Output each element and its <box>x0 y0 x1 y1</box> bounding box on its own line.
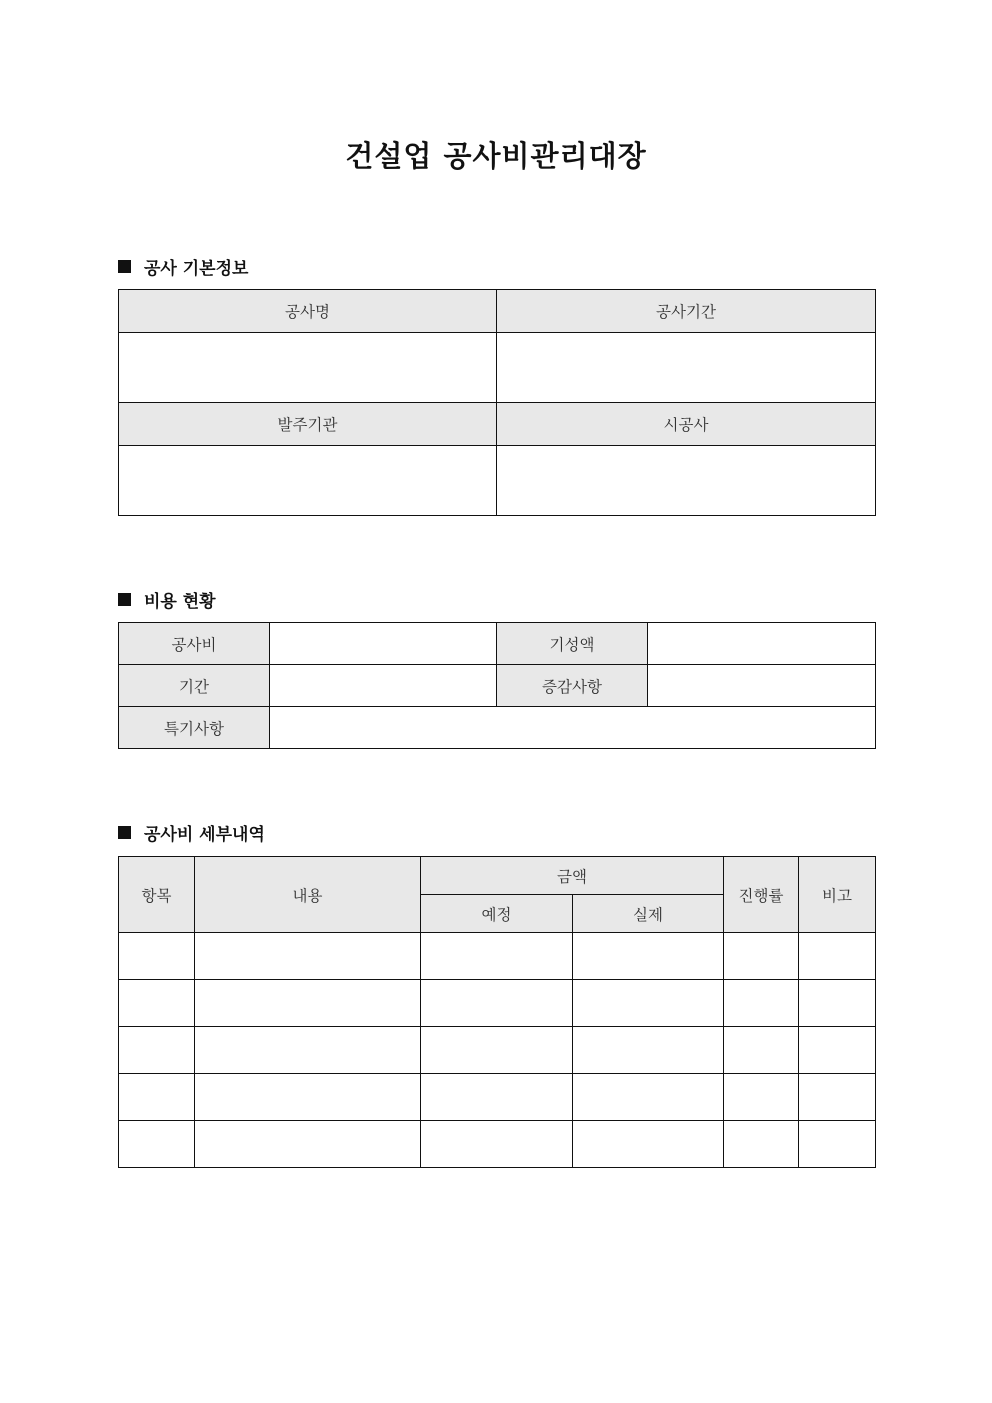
progress-rate-cell[interactable] <box>724 1027 799 1074</box>
progress-rate-cell[interactable] <box>724 980 799 1027</box>
client-label: 발주기관 <box>119 403 497 446</box>
planned-cell[interactable] <box>421 1027 573 1074</box>
period-label: 기간 <box>119 665 270 707</box>
column-header-progress-rate: 진행률 <box>724 857 799 933</box>
actual-cell[interactable] <box>573 933 724 980</box>
note-cell[interactable] <box>799 1027 876 1074</box>
content-cell[interactable] <box>195 1027 421 1074</box>
planned-cell[interactable] <box>421 933 573 980</box>
contractor-field[interactable] <box>497 446 876 516</box>
progress-rate-cell[interactable] <box>724 1074 799 1121</box>
column-header-content: 내용 <box>195 857 421 933</box>
content-cell[interactable] <box>195 1121 421 1168</box>
note-cell[interactable] <box>799 1121 876 1168</box>
section-heading-basic-info <box>118 254 248 279</box>
square-bullet-icon <box>118 826 131 839</box>
column-header-amount: 금액 <box>421 857 724 895</box>
actual-cell[interactable] <box>573 980 724 1027</box>
square-bullet-icon <box>118 593 131 606</box>
remarks-field[interactable] <box>270 707 876 749</box>
changes-field[interactable] <box>648 665 876 707</box>
column-header-item: 항목 <box>119 857 195 933</box>
construction-cost-label: 공사비 <box>119 623 270 665</box>
table-row <box>119 1074 876 1121</box>
table-row <box>119 1027 876 1074</box>
page-title: 건설업 공사비관리대장 <box>345 139 647 173</box>
content-cell[interactable] <box>195 980 421 1027</box>
changes-label: 증감사항 <box>497 665 648 707</box>
client-field[interactable] <box>119 446 497 516</box>
content-cell[interactable] <box>195 1074 421 1121</box>
section-heading-cost-status <box>118 587 216 612</box>
table-row <box>119 980 876 1027</box>
period-field[interactable] <box>270 665 497 707</box>
actual-cell[interactable] <box>573 1074 724 1121</box>
basic-info-table <box>118 289 876 516</box>
project-name-field[interactable] <box>119 333 497 403</box>
column-header-note: 비고 <box>799 857 876 933</box>
note-cell[interactable] <box>799 1074 876 1121</box>
planned-cell[interactable] <box>421 1074 573 1121</box>
planned-cell[interactable] <box>421 1121 573 1168</box>
item-cell[interactable] <box>119 1121 195 1168</box>
cost-detail-table <box>118 856 876 1168</box>
section-heading-label: 공사비 세부내역 <box>144 825 265 845</box>
cost-status-table <box>118 622 876 749</box>
project-period-label: 공사기간 <box>497 290 876 333</box>
note-cell[interactable] <box>799 980 876 1027</box>
content-cell[interactable] <box>195 933 421 980</box>
table-row <box>119 933 876 980</box>
note-cell[interactable] <box>799 933 876 980</box>
project-period-field[interactable] <box>497 333 876 403</box>
progress-rate-cell[interactable] <box>724 933 799 980</box>
project-name-label: 공사명 <box>119 290 497 333</box>
item-cell[interactable] <box>119 1074 195 1121</box>
progress-rate-cell[interactable] <box>724 1121 799 1168</box>
actual-cell[interactable] <box>573 1027 724 1074</box>
progress-amount-label: 기성액 <box>497 623 648 665</box>
table-row <box>119 1121 876 1168</box>
item-cell[interactable] <box>119 980 195 1027</box>
actual-cell[interactable] <box>573 1121 724 1168</box>
planned-cell[interactable] <box>421 980 573 1027</box>
section-heading-cost-detail <box>118 820 265 845</box>
remarks-label: 특기사항 <box>119 707 270 749</box>
section-heading-label: 비용 현황 <box>144 592 216 612</box>
square-bullet-icon <box>118 260 131 273</box>
progress-amount-field[interactable] <box>648 623 876 665</box>
column-header-planned: 예정 <box>421 895 573 933</box>
item-cell[interactable] <box>119 1027 195 1074</box>
item-cell[interactable] <box>119 933 195 980</box>
construction-cost-field[interactable] <box>270 623 497 665</box>
section-heading-label: 공사 기본정보 <box>144 259 249 279</box>
contractor-label: 시공사 <box>497 403 876 446</box>
column-header-actual: 실제 <box>573 895 724 933</box>
